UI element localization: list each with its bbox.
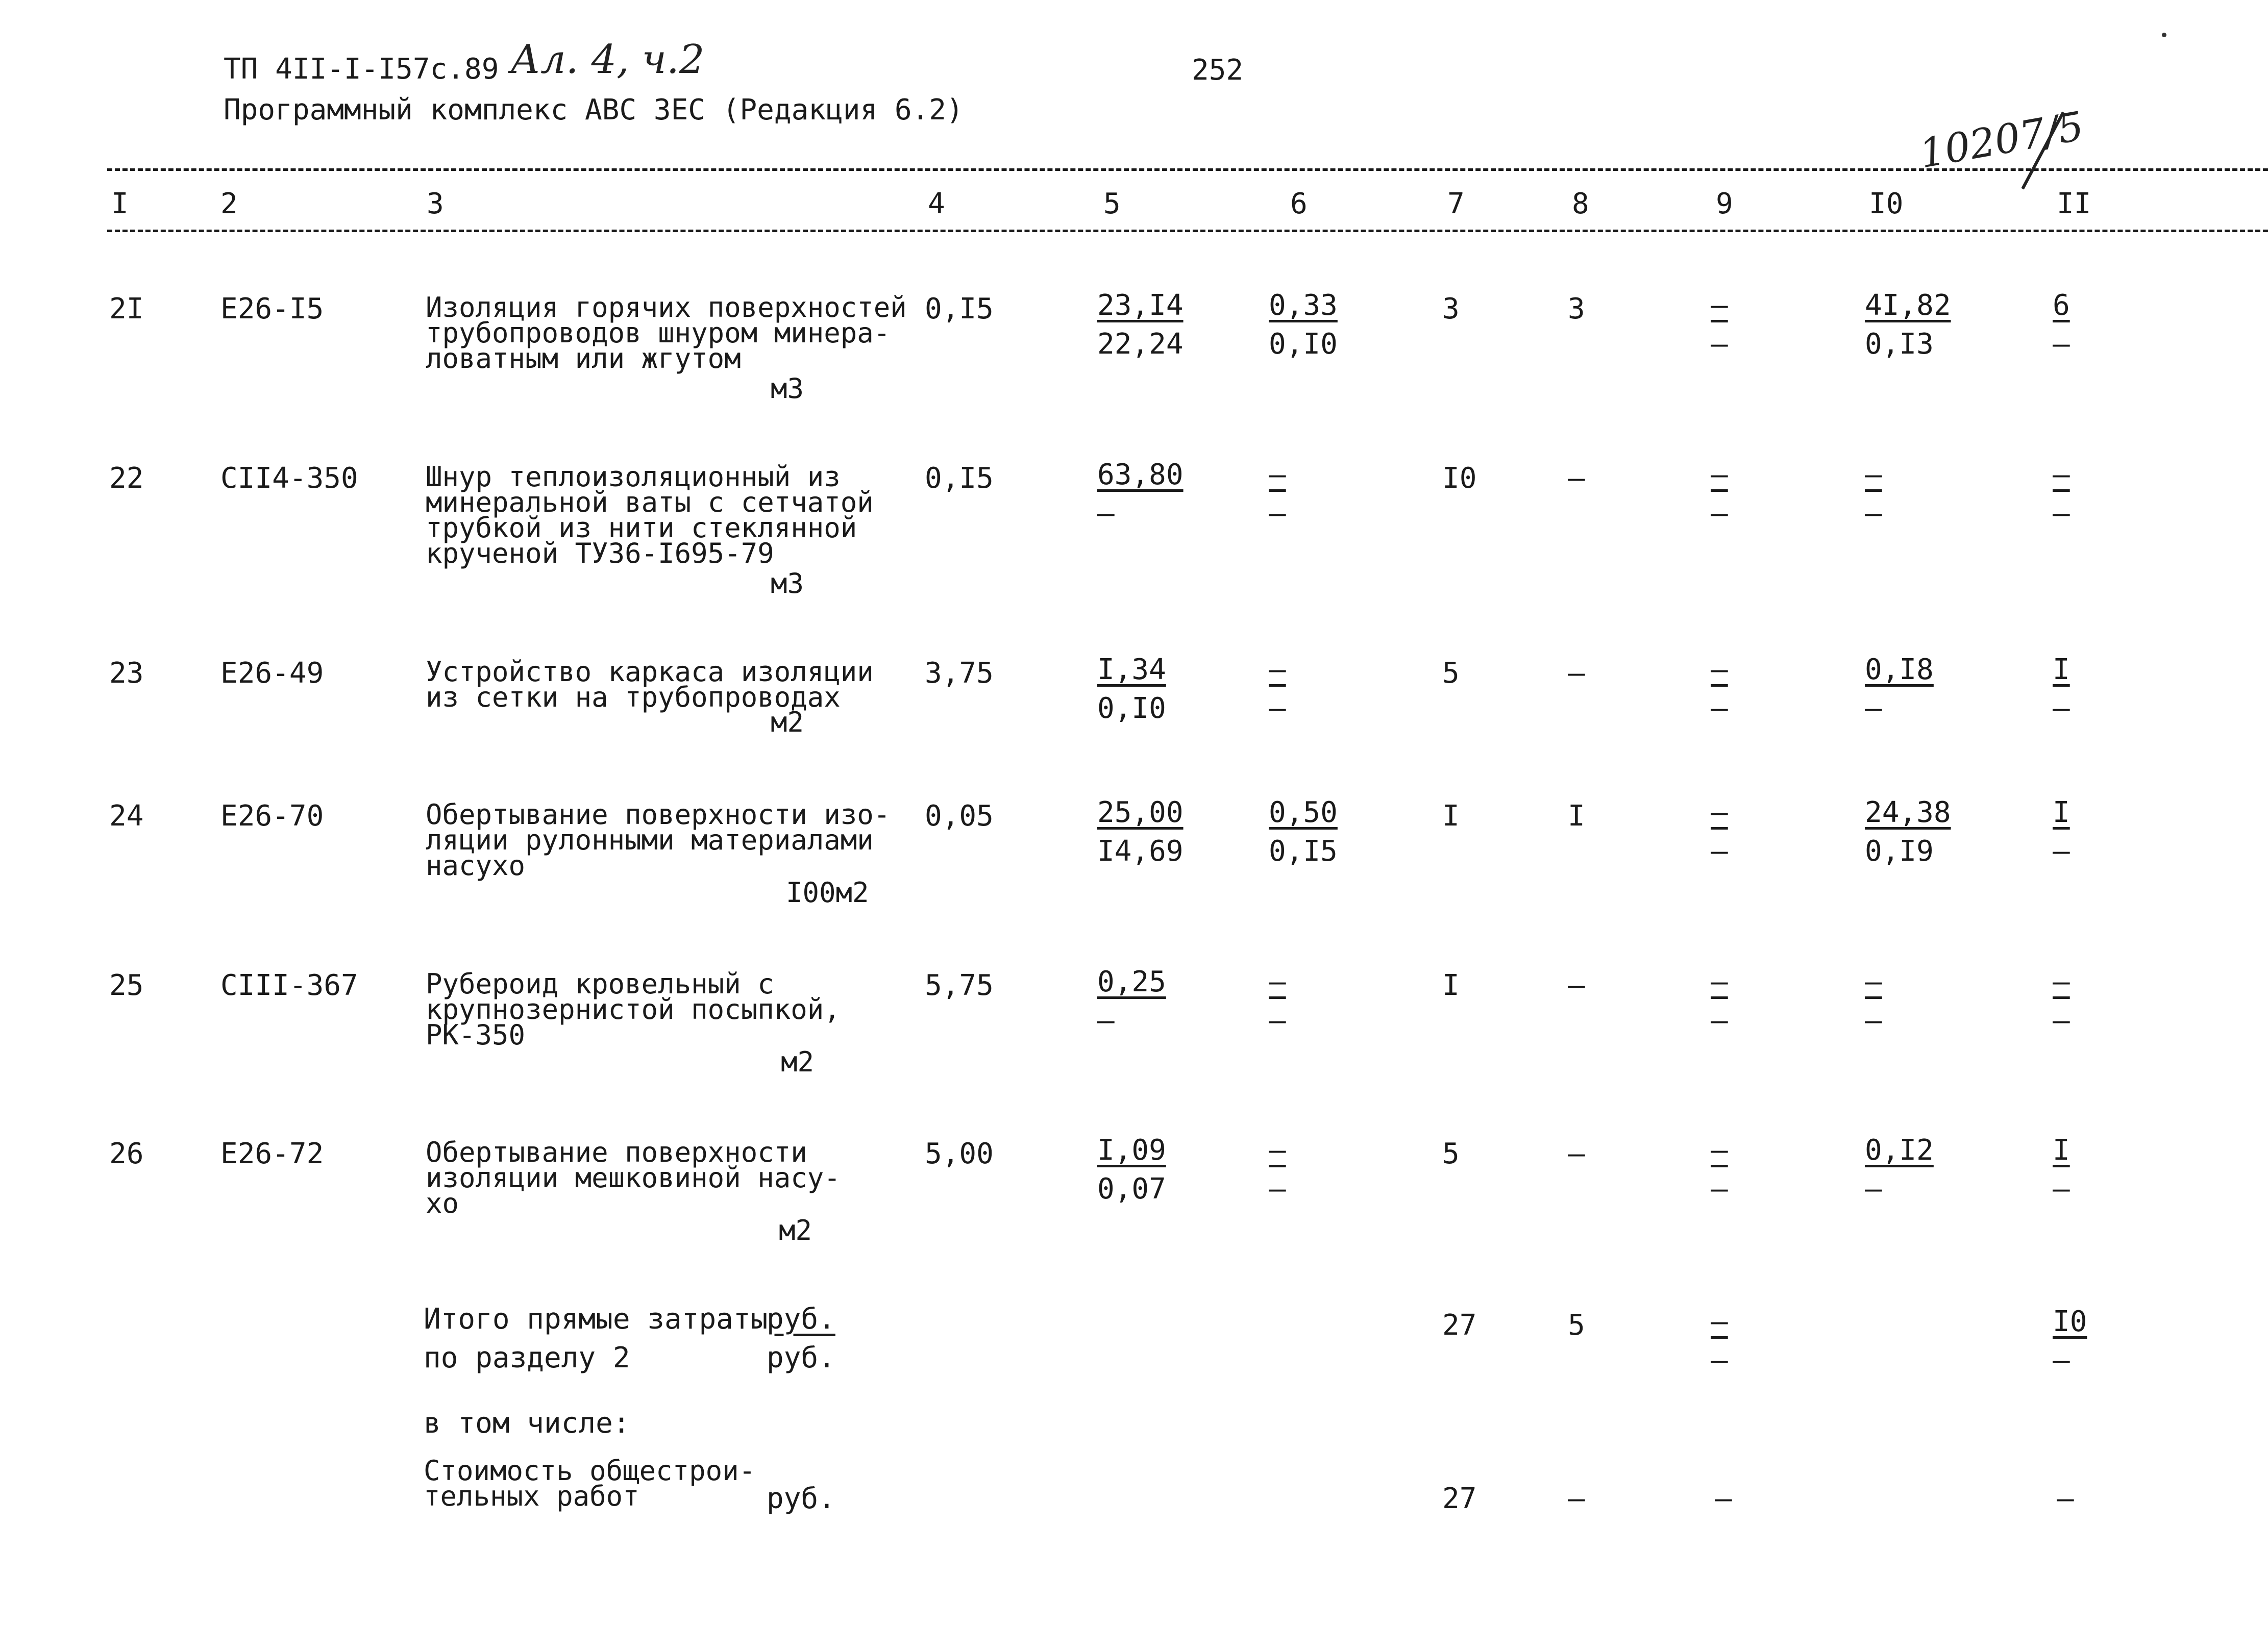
- col6-top: –: [1269, 653, 1286, 686]
- col5-values: [1097, 458, 1199, 531]
- col10-bottom: 0,I3: [1865, 328, 1934, 361]
- price-code: Е26-72: [220, 1137, 324, 1170]
- col11-values: [2053, 289, 2155, 361]
- desc-line: РК-350: [426, 1019, 526, 1051]
- work-description: [426, 656, 874, 713]
- col5-values: [1097, 1134, 1199, 1206]
- totals-col11: [2053, 1305, 2155, 1378]
- col6-bottom: –: [1269, 1172, 1286, 1206]
- col-5-header: 5: [1103, 187, 1121, 220]
- col8-value: 3: [1568, 292, 1585, 326]
- desc-line: ляции рулонными материалами: [426, 824, 874, 856]
- col-4-header: 4: [928, 187, 945, 220]
- col6-bottom: –: [1269, 1004, 1286, 1037]
- col5-values: [1097, 965, 1199, 1038]
- col6-bottom: –: [1269, 692, 1286, 725]
- work-description: [426, 798, 891, 882]
- col5-top: 63,80: [1097, 458, 1184, 491]
- col11-bottom: –: [2053, 1004, 2070, 1037]
- quantity: 0,I5: [925, 462, 994, 495]
- col5-bottom: –: [1097, 1004, 1115, 1037]
- price-code: Е26-I5: [220, 292, 324, 326]
- col9-bottom: –: [1711, 835, 1728, 868]
- col-7-header: 7: [1447, 187, 1465, 220]
- handwritten-reference: 10207/5: [1916, 103, 2087, 178]
- col9-top: –: [1711, 458, 1728, 491]
- general-col8: –: [1568, 1482, 1585, 1515]
- totals-label-1: Итого прямые затраты: [424, 1303, 768, 1336]
- totals-unit-1: руб.: [767, 1303, 835, 1336]
- totals-col8: 5: [1568, 1309, 1585, 1342]
- desc-line: Рубероид кровельный с: [426, 968, 774, 1000]
- unit: м2: [779, 1214, 812, 1246]
- col10-bottom: 0,I9: [1865, 835, 1934, 868]
- col11-values: [2053, 796, 2155, 868]
- col11-top: I: [2053, 653, 2070, 686]
- col-2-header: 2: [220, 187, 238, 220]
- header-rule-top: [107, 168, 2268, 171]
- work-description: [426, 968, 841, 1051]
- col9-values: [1711, 1134, 1813, 1206]
- desc-line: Устройство каркаса изоляции: [426, 656, 874, 688]
- col10-top: 4I,82: [1865, 289, 1951, 322]
- col7-value: I: [1442, 799, 1460, 833]
- col8-value: I: [1568, 799, 1585, 833]
- general-col11: –: [2057, 1482, 2074, 1515]
- col8-value: –: [1568, 462, 1585, 495]
- col11-top: I: [2053, 796, 2070, 829]
- col10-values: [1865, 653, 1967, 726]
- col10-values: [1865, 1134, 1967, 1206]
- col6-top: 0,33: [1269, 289, 1338, 322]
- totals-unit-2: руб.: [767, 1341, 835, 1374]
- col5-values: [1097, 289, 1199, 361]
- col5-values: [1097, 796, 1199, 868]
- col11-bottom: –: [2053, 692, 2070, 725]
- col9-bottom: –: [1711, 328, 1728, 361]
- work-description: [426, 1136, 841, 1219]
- col11-bottom: –: [2053, 1172, 2070, 1206]
- page-number: 252: [1192, 54, 1244, 87]
- col-9-header: 9: [1716, 187, 1733, 220]
- col5-top: I,09: [1097, 1134, 1166, 1167]
- col8-value: –: [1568, 657, 1585, 690]
- col6-values: [1269, 458, 1371, 531]
- general-cost-label: [424, 1455, 756, 1512]
- totals-col9: [1711, 1305, 1813, 1378]
- col10-top: 0,I8: [1865, 653, 1934, 686]
- col10-top: –: [1865, 965, 1882, 998]
- desc-line: насухо: [426, 849, 526, 882]
- general-col9: –: [1715, 1482, 1732, 1515]
- col9-top: –: [1711, 965, 1728, 998]
- col9-bottom: –: [1711, 497, 1728, 530]
- price-code: Е26-49: [220, 657, 324, 690]
- desc-line: Шнур теплоизоляционный из: [426, 461, 841, 493]
- quantity: 5,75: [925, 969, 994, 1002]
- totals-label-2: по разделу 2: [424, 1341, 630, 1374]
- desc-line: Обертывание поверхности: [426, 1136, 807, 1168]
- col5-bottom: 22,24: [1097, 328, 1184, 361]
- col11-values: [2053, 1134, 2155, 1206]
- col10-values: [1865, 289, 1967, 361]
- col9-values: [1711, 653, 1813, 726]
- program-title: Программный комплекс АВС ЗЕС (Редакция 6.2): [224, 93, 964, 127]
- including-label: в том числе:: [424, 1407, 630, 1440]
- col6-values: [1269, 1134, 1371, 1206]
- col6-top: –: [1269, 965, 1286, 998]
- col6-values: [1269, 653, 1371, 726]
- col-11-header: II: [2057, 187, 2091, 220]
- col7-value: 3: [1442, 292, 1460, 326]
- quantity: 0,I5: [925, 292, 994, 326]
- general-col7: 27: [1442, 1482, 1477, 1515]
- col10-bottom: –: [1865, 692, 1882, 725]
- desc-line: трубкой из нити стеклянной: [426, 512, 857, 544]
- col5-bottom: 0,I0: [1097, 692, 1166, 725]
- unit: м3: [771, 567, 804, 599]
- work-description: [426, 461, 874, 569]
- col6-bottom: –: [1269, 497, 1286, 530]
- unit: м3: [771, 372, 804, 405]
- desc-line: из сетки на трубопроводах: [426, 681, 841, 713]
- desc-line: Обертывание поверхности изо-: [426, 798, 891, 831]
- col5-values: [1097, 653, 1199, 726]
- scan-speck: [2162, 33, 2166, 37]
- general-label-line: Стоимость общестрои-: [424, 1455, 756, 1487]
- col9-top: –: [1711, 289, 1728, 322]
- col10-values: [1865, 458, 1967, 531]
- row-number: 2I: [109, 292, 144, 326]
- col7-value: 5: [1442, 1137, 1460, 1170]
- col11-bottom: –: [2053, 328, 2070, 361]
- col10-bottom: –: [1865, 497, 1882, 530]
- desc-line: ловатным или жгутом: [426, 342, 741, 374]
- col9-values: [1711, 458, 1813, 531]
- general-label-line: тельных работ: [424, 1480, 639, 1512]
- unit: I00м2: [786, 877, 869, 909]
- col5-bottom: –: [1097, 497, 1115, 530]
- col-8-header: 8: [1572, 187, 1589, 220]
- col6-values: [1269, 289, 1371, 361]
- row-number: 22: [109, 462, 144, 495]
- col9-top: –: [1711, 1134, 1728, 1167]
- col10-bottom: –: [1865, 1172, 1882, 1206]
- header-rule-bottom: [107, 230, 2268, 232]
- col9-bottom: –: [1711, 1172, 1728, 1206]
- totals-col11-bottom: –: [2053, 1344, 2070, 1377]
- col6-bottom: 0,I0: [1269, 328, 1338, 361]
- handwritten-album-note: Ал. 4, ч.2: [510, 37, 705, 83]
- col-1-header: I: [111, 187, 129, 220]
- row-number: 23: [109, 657, 144, 690]
- col11-top: 6: [2053, 289, 2070, 322]
- col7-value: I: [1442, 969, 1460, 1002]
- desc-line: крученой ТУ36-I695-79: [426, 537, 774, 569]
- col5-top: 0,25: [1097, 965, 1166, 998]
- row-number: 24: [109, 799, 144, 833]
- price-code: СII4-350: [220, 462, 358, 495]
- col10-top: 24,38: [1865, 796, 1951, 829]
- unit: м2: [781, 1046, 815, 1078]
- col5-top: I,34: [1097, 653, 1166, 686]
- col9-bottom: –: [1711, 692, 1728, 725]
- totals-col7: 27: [1442, 1309, 1477, 1342]
- row-number: 25: [109, 969, 144, 1002]
- col-3-header: 3: [427, 187, 444, 220]
- desc-line: крупнозернистой посыпкой,: [426, 993, 841, 1025]
- col6-bottom: 0,I5: [1269, 835, 1338, 868]
- col10-top: 0,I2: [1865, 1134, 1934, 1167]
- col9-top: –: [1711, 653, 1728, 686]
- col11-values: [2053, 965, 2155, 1038]
- price-code: СIII-367: [220, 969, 358, 1002]
- quantity: 3,75: [925, 657, 994, 690]
- col5-top: 25,00: [1097, 796, 1184, 829]
- col11-bottom: –: [2053, 497, 2070, 530]
- price-code: Е26-70: [220, 799, 324, 833]
- work-description: [426, 291, 907, 374]
- col-10-header: I0: [1869, 187, 1904, 220]
- col7-value: 5: [1442, 657, 1460, 690]
- col11-values: [2053, 653, 2155, 726]
- col9-values: [1711, 965, 1813, 1038]
- desc-line: Изоляция горячих поверхностей: [426, 291, 907, 323]
- col6-top: –: [1269, 458, 1286, 491]
- col11-top: –: [2053, 458, 2070, 491]
- totals-col9-bottom: –: [1711, 1344, 1728, 1377]
- col5-top: 23,I4: [1097, 289, 1184, 322]
- col5-bottom: I4,69: [1097, 835, 1184, 868]
- quantity: 0,05: [925, 799, 994, 833]
- col11-values: [2053, 458, 2155, 531]
- col8-value: –: [1568, 969, 1585, 1002]
- col10-bottom: –: [1865, 1004, 1882, 1037]
- row-number: 26: [109, 1137, 144, 1170]
- desc-line: хо: [426, 1187, 459, 1219]
- col10-values: [1865, 965, 1967, 1038]
- totals-col11-top: I0: [2053, 1305, 2087, 1338]
- general-unit: руб.: [767, 1482, 835, 1515]
- col7-value: I0: [1442, 462, 1477, 495]
- col11-bottom: –: [2053, 835, 2070, 868]
- col10-top: –: [1865, 458, 1882, 491]
- desc-line: изоляции мешковиной насу-: [426, 1162, 841, 1194]
- quantity: 5,00: [925, 1137, 994, 1170]
- col9-bottom: –: [1711, 1004, 1728, 1037]
- doc-code: ТП 4II-I-I57с.89: [224, 53, 499, 86]
- col8-value: –: [1568, 1137, 1585, 1170]
- col11-top: I: [2053, 1134, 2070, 1167]
- col6-values: [1269, 796, 1371, 868]
- col11-top: –: [2053, 965, 2070, 998]
- desc-line: трубопроводов шнуром минера-: [426, 317, 891, 349]
- totals-col9-top: –: [1711, 1305, 1728, 1338]
- desc-line: минеральной ваты с сетчатой: [426, 486, 874, 518]
- col9-values: [1711, 796, 1813, 868]
- unit: м2: [771, 706, 804, 738]
- col-6-header: 6: [1290, 187, 1308, 220]
- col6-values: [1269, 965, 1371, 1038]
- col10-values: [1865, 796, 1967, 868]
- col6-top: 0,50: [1269, 796, 1338, 829]
- col5-bottom: 0,07: [1097, 1172, 1166, 1206]
- col6-top: –: [1269, 1134, 1286, 1167]
- col9-top: –: [1711, 796, 1728, 829]
- col9-values: [1711, 289, 1813, 361]
